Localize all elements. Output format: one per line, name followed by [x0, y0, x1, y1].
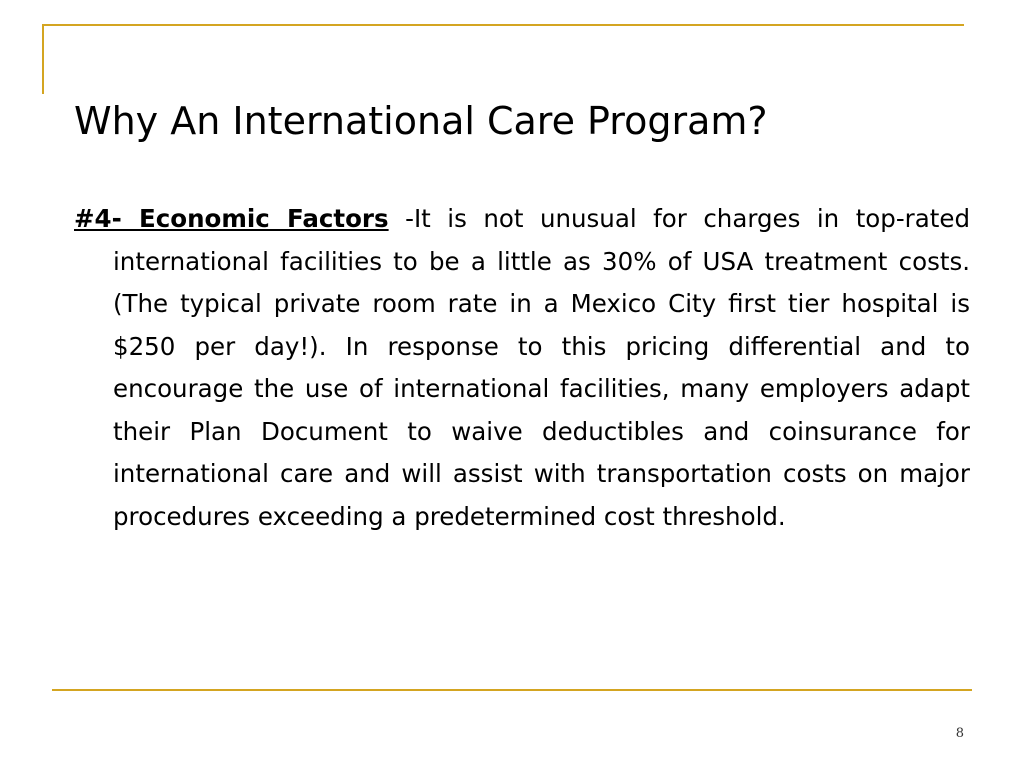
slide-title: Why An International Care Program?: [74, 99, 768, 143]
top-border-line: [42, 24, 964, 26]
bottom-border-line: [52, 689, 972, 691]
left-border-line: [42, 24, 44, 94]
page-number: 8: [955, 726, 964, 741]
point-text: -It is not unusual for charges in top-rated international facilities to be a little as 30% of USA treatment costs. (The typical private room rate in a Mexico City first tier hospital is $250 per day!). In response to this pricing differential and to encourage the use of international facilities, many employers adapt their Plan Document to waive deductibles and coinsurance for international care and will assist with transportation costs on major procedures exceeding a predetermined cost threshold.: [113, 204, 970, 531]
slide-body-paragraph: [74, 198, 970, 538]
point-heading: #4- Economic Factors: [74, 204, 389, 233]
